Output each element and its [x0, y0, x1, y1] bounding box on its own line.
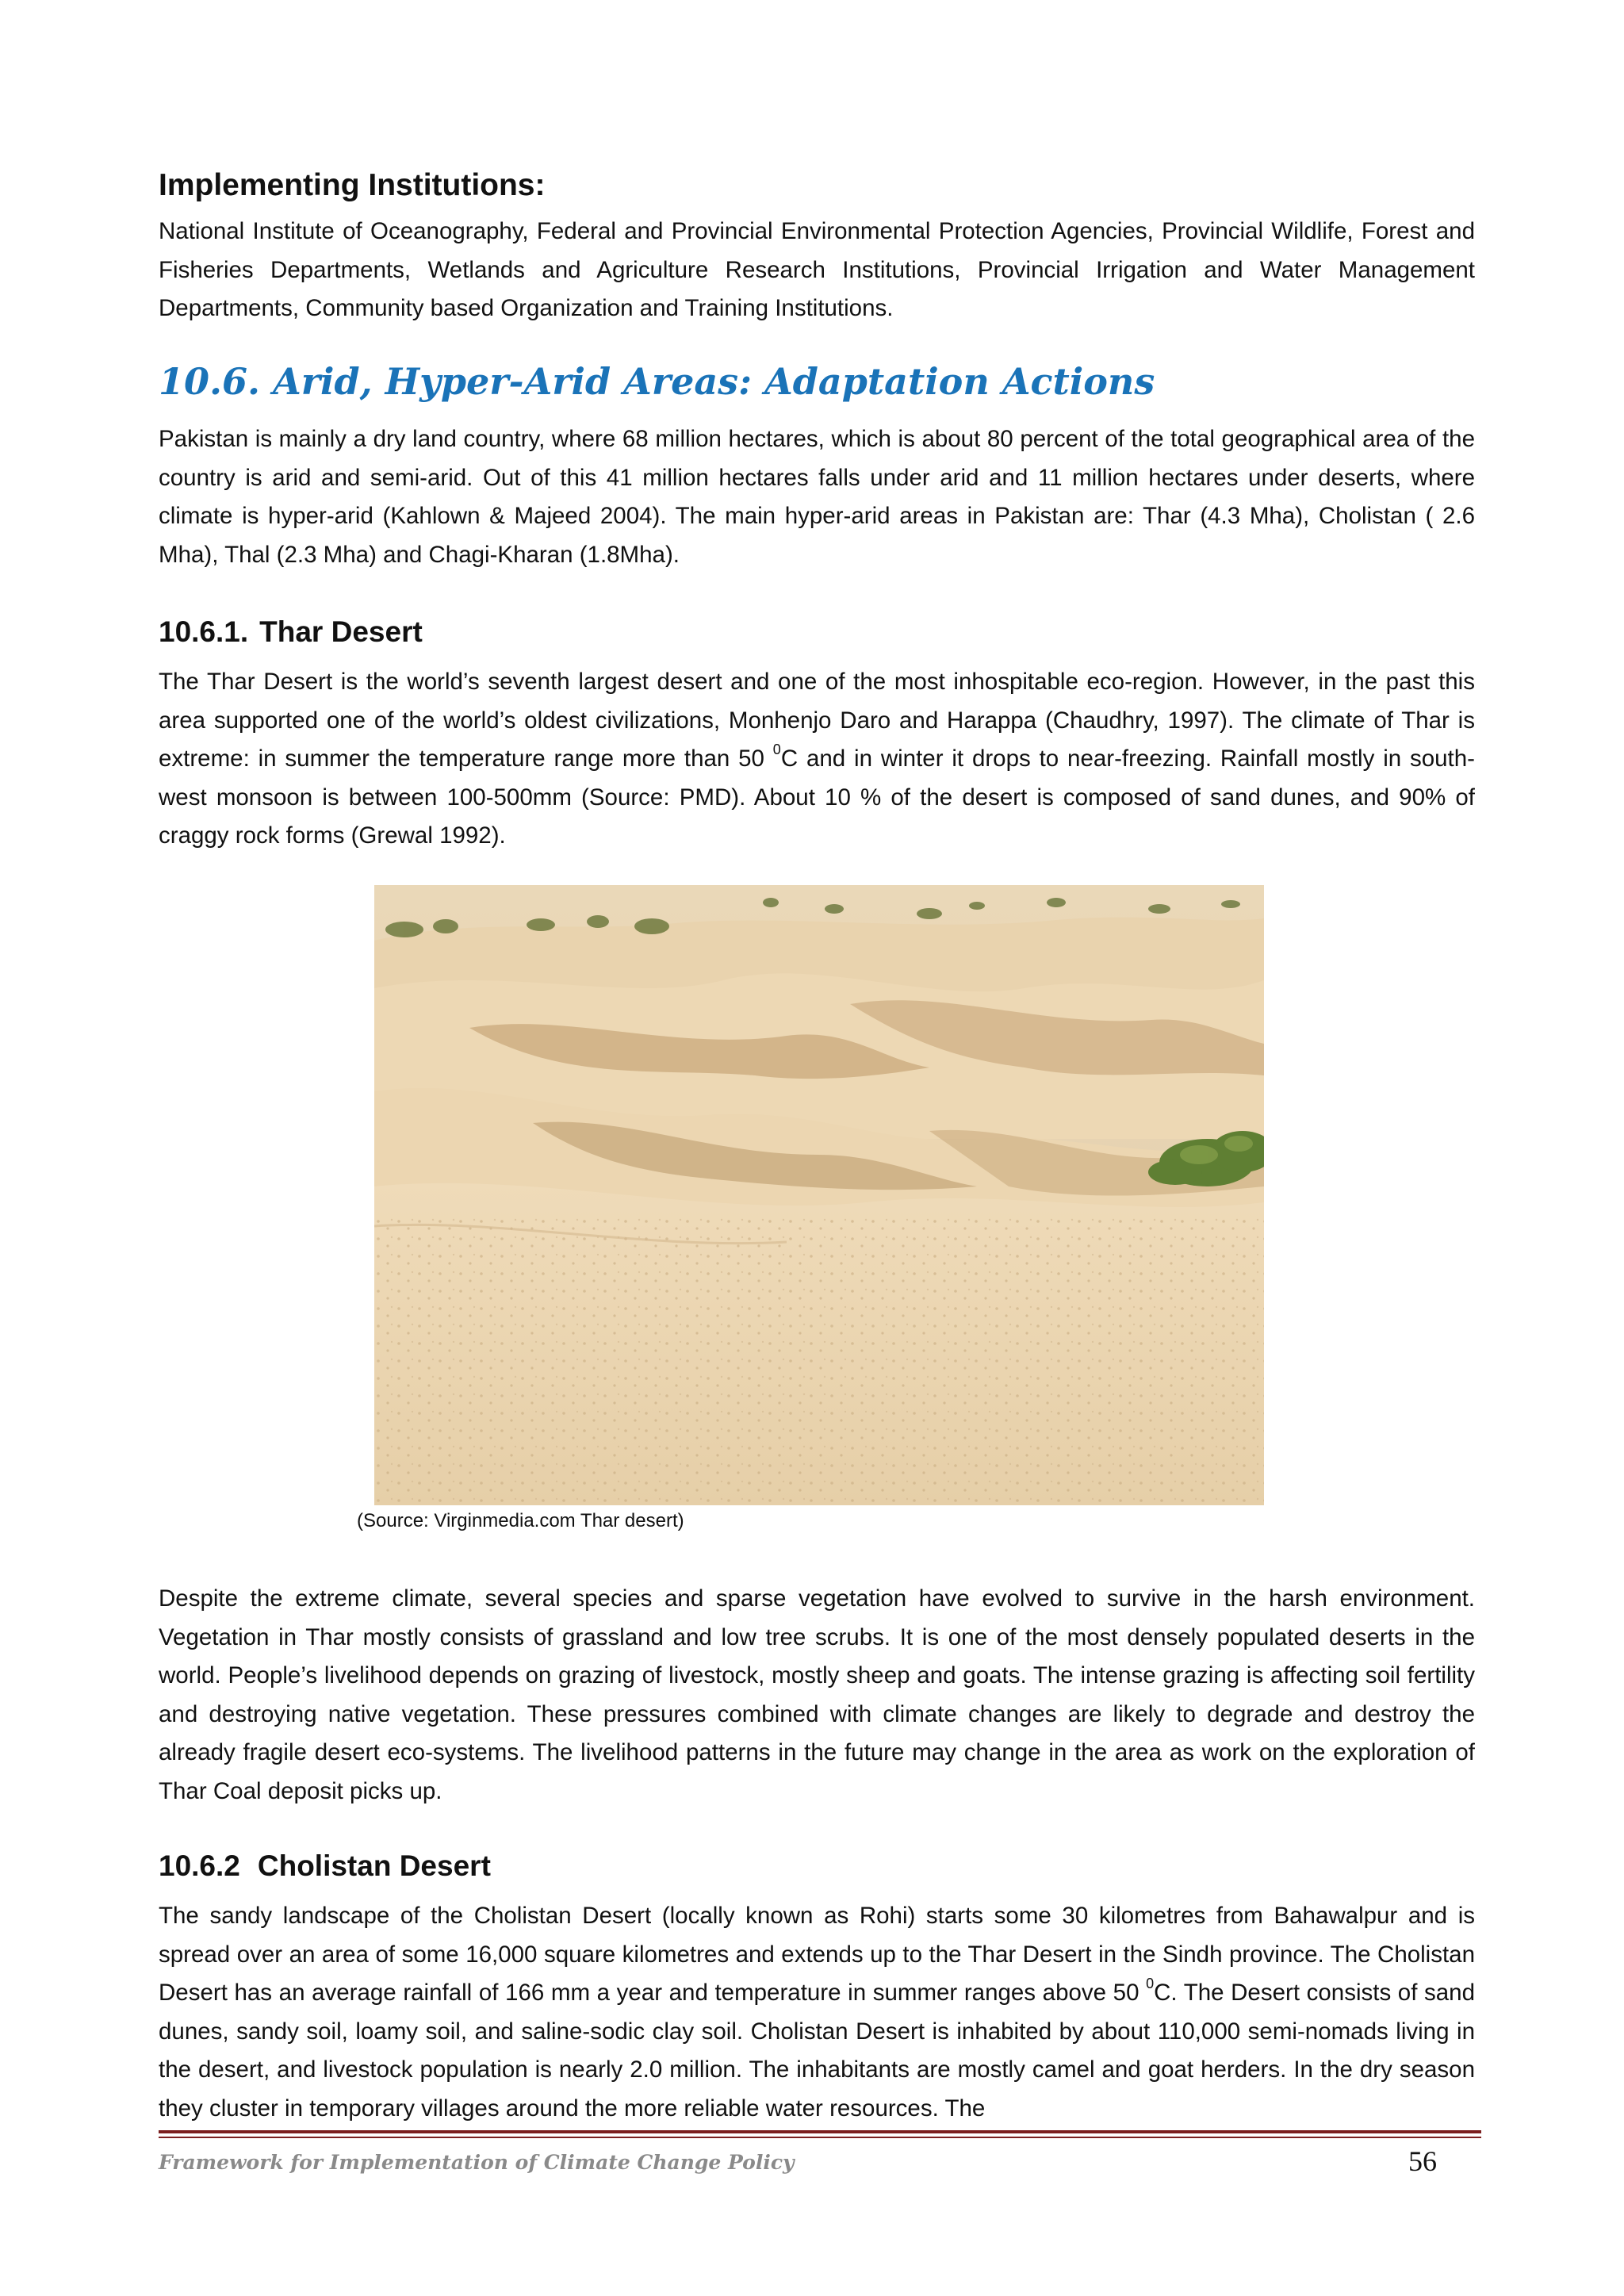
thar-p1-degree: 0	[772, 742, 781, 758]
cholistan-p1-degree: 0	[1146, 1976, 1155, 1992]
section-intro-paragraph: Pakistan is mainly a dry land country, where 68 million hectares, which is about 80 percent of the total geographical area of the country is arid and semi-arid. Out of this 41 million hectares falls under arid and 11 million hectares under deserts, where climate is hyper-arid (Kahlown & Majeed 2004). The main hyper-arid areas in Pakistan are: Thar (4.3 Mha), Cholistan ( 2.6 Mha), Thal (2.3 Mha) and Chagi-Kharan (1.8Mha).	[159, 426, 1475, 568]
cholistan-heading	[159, 1849, 1475, 1883]
section-intro-block	[159, 420, 1475, 574]
thar-para2-block	[159, 1580, 1475, 1811]
thar-heading-block	[159, 615, 1475, 649]
cholistan-para-block	[159, 1897, 1475, 2128]
footer-title: Framework for Implementation of Climate Change Policy	[159, 2151, 795, 2174]
thar-p1-part1: The Thar Desert is the world’s seventh largest desert and one of the most inhospitable eco-region. However, in the past this area supported one of the world’s oldest civilizations, Monhenjo Daro and Harappa (Chaudhry, 1997). The climate of Thar is extreme: in summer the temperature range more than 50	[159, 669, 1475, 772]
cholistan-heading-number: 10.6.2	[159, 1849, 240, 1882]
page-number: 56	[1408, 2145, 1437, 2177]
thar-p1-part2: C and in winter it drops to near-freezing. Rainfall mostly in south-west monsoon is between 100-500mm (Source: PMD). About 10 % of the desert is composed of sand dunes, and 90% of craggy rock forms (Grewal 1992).	[159, 746, 1475, 849]
section-title: 10.6. Arid, Hyper-Arid Areas: Adaptation Actions	[159, 360, 1155, 403]
thar-heading	[159, 615, 1475, 649]
institutions-paragraph: National Institute of Oceanography, Federal and Provincial Environmental Protection Agencies, Provincial Wildlife, Forest and Fisheries Departments, Wetlands and Agriculture Research Institutions, Provincial Irrigation and Water Management Departments, Community based Organization and Training Institutions.	[159, 218, 1475, 321]
section-title-block	[159, 360, 1475, 403]
cholistan-p1-part2: C. The Desert consists of sand dunes, sandy soil, loamy soil, and saline-sodic clay soil. Cholistan Desert is inhabited by about 110,000 semi-nomads living in the desert, and livestock population is nearly 2.0 million. The inhabitants are mostly camel and goat herders. In the dry season they cluster in temporary villages around the more reliable water resources. The	[159, 1980, 1475, 2122]
institutions-text-block	[159, 213, 1475, 328]
institutions-block	[159, 168, 1475, 203]
cholistan-heading-title: Cholistan Desert	[257, 1849, 491, 1882]
cholistan-heading-block	[159, 1849, 1475, 1883]
thar-heading-number: 10.6.1.	[159, 615, 249, 648]
footer-rule-thick	[159, 2130, 1481, 2133]
cholistan-p1-part1: The sandy landscape of the Cholistan Desert (locally known as Rohi) starts some 30 kilometres from Bahawalpur and is spread over an area of some 16,000 square kilometres and extends up to the Thar Desert in the Sindh province. The Cholistan Desert has an average rainfall of 166 mm a year and temperature in summer ranges above 50	[159, 1903, 1475, 2006]
thar-paragraph-2: Despite the extreme climate, several species and sparse vegetation have evolved to survive in the harsh environment. Vegetation in Thar mostly consists of grassland and low tree scrubs. It is one of the most densely populated deserts in the world. People’s livelihood depends on grazing of livestock, mostly sheep and goats. The intense grazing is affecting soil fertility and destroying native vegetation. These pressures combined with climate changes are likely to degrade and destroy the already fragile desert eco-systems. The livelihood patterns in the future may change in the area as work on the exploration of Thar Coal deposit picks up.	[159, 1585, 1475, 1804]
thar-desert-photo	[374, 885, 1264, 1505]
thar-para1-block	[159, 663, 1475, 856]
institutions-heading: Implementing Institutions:	[159, 168, 546, 202]
footer-rule-thin	[159, 2137, 1481, 2138]
desert-image	[374, 885, 1264, 1505]
cholistan-paragraph-1	[159, 1897, 1475, 2128]
thar-paragraph-1	[159, 663, 1475, 856]
photo-caption: (Source: Virginmedia.com Thar desert)	[357, 1510, 684, 1531]
thar-heading-title: Thar Desert	[259, 615, 423, 648]
